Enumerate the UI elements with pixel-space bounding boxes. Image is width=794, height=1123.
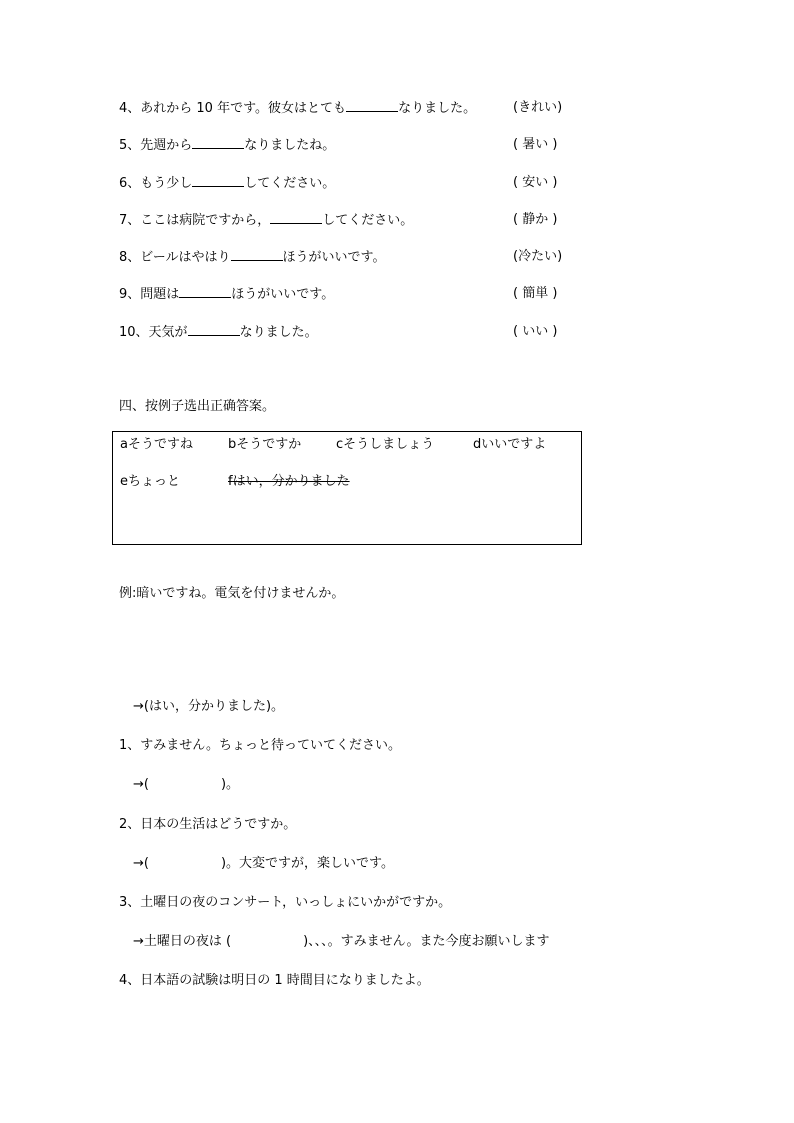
answer-suffix: )、、、。すみません。また今度お願いします — [303, 934, 550, 949]
answer-prefix: →( — [133, 777, 149, 792]
example-question: 例:暗いですね。電気を付けませんか。 — [119, 586, 345, 601]
fill-blank-item — [119, 248, 385, 267]
answer-2 — [133, 855, 394, 873]
option-c — [336, 436, 434, 454]
fill-blank-item — [119, 285, 334, 304]
answer-1 — [133, 776, 239, 794]
item-number: 10、 — [119, 325, 149, 340]
option-letter: b — [228, 437, 237, 452]
answer-blank[interactable] — [346, 99, 398, 112]
item-text-after: なりました。 — [398, 101, 477, 116]
item-text-after: ほうがいいです。 — [282, 250, 386, 265]
section-title: 四、按例子选出正确答案。 — [119, 399, 276, 414]
item-text-after: ほうがいいです。 — [231, 287, 335, 302]
fill-blank-item — [119, 99, 476, 118]
item-hint: ( 静か ) — [513, 212, 558, 227]
item-text-after: してください。 — [244, 176, 336, 191]
item-hint: ( 安い ) — [513, 175, 558, 190]
item-number: 8、 — [119, 250, 141, 265]
answer-blank[interactable] — [231, 248, 283, 261]
item-text-before: 問題は — [140, 287, 180, 302]
item-text-before: ビールはやはり — [140, 250, 231, 265]
item-text-after: してください。 — [322, 213, 414, 228]
option-letter: e — [120, 474, 128, 489]
option-f-used — [228, 473, 350, 491]
option-text: そうですね — [127, 437, 193, 452]
answer-blank[interactable] — [188, 323, 240, 336]
option-text: はい，分かりました — [232, 474, 350, 489]
item-text-before: ここは病院ですから， — [140, 213, 271, 228]
item-text-before: 天気が — [148, 325, 188, 340]
fill-blank-item — [119, 211, 413, 230]
example-answer: →(はい，分かりました)。 — [133, 699, 285, 714]
option-e — [120, 473, 180, 491]
option-b — [228, 436, 301, 454]
option-d — [473, 436, 546, 454]
option-text: そうしましょう — [343, 437, 435, 452]
fill-blank-item — [119, 323, 318, 342]
question-4: 4、日本語の試験は明日の 1 時間目になりましたよ。 — [119, 973, 430, 988]
option-letter: a — [120, 437, 128, 452]
answer-blank[interactable] — [192, 174, 244, 187]
item-text-after: なりましたね。 — [244, 138, 336, 153]
option-text: そうですか — [236, 437, 302, 452]
option-text: ちょっと — [128, 474, 181, 489]
item-text-before: 先週から — [140, 138, 193, 153]
item-text-after: なりました。 — [239, 325, 318, 340]
item-number: 4、 — [119, 101, 141, 116]
answer-3 — [133, 933, 549, 951]
item-hint: (冷たい) — [513, 249, 563, 264]
item-text-before: あれから 10 年です。彼女はとても — [140, 101, 347, 116]
item-hint: ( いい ) — [513, 324, 558, 339]
answer-blank[interactable] — [179, 285, 231, 298]
answer-prefix: →( — [133, 856, 149, 871]
question-1: 1、すみません。ちょっと待っていてください。 — [119, 738, 402, 753]
item-number: 7、 — [119, 213, 141, 228]
option-text: いいですよ — [481, 437, 547, 452]
options-box — [112, 431, 582, 545]
fill-blank-item — [119, 136, 335, 155]
answer-blank[interactable] — [192, 136, 244, 149]
option-a — [120, 436, 193, 454]
question-2: 2、日本の生活はどうですか。 — [119, 817, 297, 832]
option-letter: f — [228, 474, 233, 489]
question-3: 3、土曜日の夜のコンサート，いっしょにいかがですか。 — [119, 895, 452, 910]
answer-suffix: )。大変ですが，楽しいです。 — [220, 856, 395, 871]
item-hint: ( 暑い ) — [513, 137, 558, 152]
item-hint: (きれい) — [513, 100, 563, 115]
answer-suffix: )。 — [220, 777, 240, 792]
option-letter: c — [336, 437, 344, 452]
item-hint: ( 簡単 ) — [513, 286, 558, 301]
option-letter: d — [473, 437, 482, 452]
item-number: 6、 — [119, 176, 141, 191]
item-number: 9、 — [119, 287, 141, 302]
answer-prefix: →土曜日の夜は ( — [133, 934, 232, 949]
item-number: 5、 — [119, 138, 141, 153]
item-text-before: もう少し — [140, 176, 193, 191]
fill-blank-item — [119, 174, 335, 193]
answer-blank[interactable] — [270, 211, 322, 224]
